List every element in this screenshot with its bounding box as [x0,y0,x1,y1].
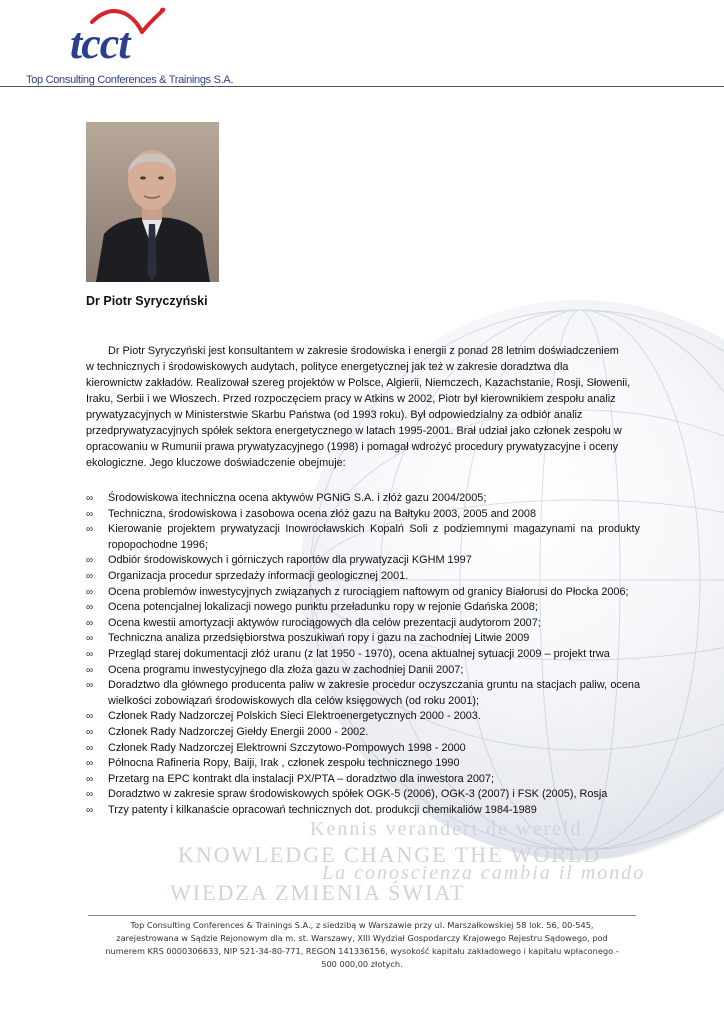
person-name: Dr Piotr Syryczyński [86,294,208,308]
infinity-bullet-icon: ∞ [86,493,94,504]
intro-line: opracowaniu w Rumunii prawa prywatyzacyjnego (1998) i pomagał wdrożyć procedury prywatyzacyjne i oceny [86,441,619,453]
intro-line: przedprywatyzacyjnych spółek sektora energetycznego w latach 1995-2001. Brał udział jako członek zespołu w [86,425,622,437]
infinity-bullet-icon: ∞ [86,680,94,692]
logo-wordmark: tcct [70,19,130,68]
list-item: ∞ Doradztwo w zakresie spraw środowiskowych spółek OGK-5 (2006), OGK-3 (2007) i FSK (2005), Rosja [86,787,640,803]
infinity-bullet-icon: ∞ [86,648,94,660]
intro-line: prywatyzacyjnych w Ministerstwie Skarbu Państwa (od 1993 roku). Był odpowiedzialny za odbiór analiz [86,409,583,421]
list-item: ∞ Członek Rady Nadzorczej Polskich Sieci Elektroenergetycznych 2000 - 2003. [86,709,640,725]
intro-paragraph [86,343,638,471]
watermark-line-1: Kennis verandert de wereld [310,818,583,840]
infinity-bullet-icon: ∞ [86,789,94,801]
list-item: ∞ Północna Rafineria Ropy, Baiji, Irak , członek zespołu technicznego 1990 [86,756,640,772]
list-item: ∞ Ocena potencjalnej lokalizacji nowego punktu przeładunku ropy w rejonie Gdańska 2008; [86,600,640,616]
list-item: ∞ Organizacja procedur sprzedaży informacji geologicznej 2001. [86,569,640,585]
intro-line: Iraku, Serbii i we Włoszech. Przed rozpoczęciem pracy w Atkins w 2002, Piotr był kierownikiem zespołu analiz [86,393,616,405]
footer-line: Top Consulting Conferences & Trainings S.A., z siedzibą w Warszawie przy ul. Marszałkowskiej 58 lok. 56, 00-545, [130,920,594,930]
company-logo [12,4,234,86]
infinity-bullet-icon: ∞ [86,711,94,723]
intro-line: w technicznych i środowiskowych audytach, polityce energetycznej jak też w zakresie doradztwa dla [86,361,569,373]
infinity-bullet-icon: ∞ [86,555,94,567]
watermark-line-2: KNOWLEDGE CHANGE THE WORLD [178,842,602,867]
list-item: ∞ Techniczna, środowiskowa i zasobowa ocena złóż gazu na Bałtyku 2003, 2005 and 2008 [86,507,640,523]
infinity-bullet-icon: ∞ [86,773,94,785]
infinity-bullet-icon: ∞ [86,742,94,754]
infinity-bullet-icon: ∞ [86,726,94,738]
company-footer [88,919,636,971]
list-item: ∞ Przetarg na EPC kontrakt dla instalacji PX/PTA – doradztwo dla inwestora 2007; [86,772,640,788]
list-item: ∞ Odbiór środowiskowych i górniczych raportów dla prywatyzacji KGHM 1997 [86,553,640,569]
footer-divider [88,915,636,916]
infinity-bullet-icon: ∞ [86,617,94,629]
list-item: ∞ Ocena problemów inwestycyjnych związanych z rurociągiem naftowym od granicy Białorusi do Płocka 2006; [86,585,640,601]
intro-line: Dr Piotr Syryczyński jest konsultantem w zakresie środowiska i energii z ponad 28 letnim doświadczeniem [108,345,619,357]
header-divider [0,86,724,87]
list-item: ∞ Członek Rady Nadzorczej Elektrowni Szczytowo-Pompowych 1998 - 2000 [86,741,640,757]
infinity-bullet-icon: ∞ [86,524,94,536]
list-item: ∞ Przegląd starej dokumentacji złóż uranu (z lat 1950 - 1970), ocena aktualnej sytuacji 2009 – projekt trwa [86,647,640,663]
footer-line: numerem KRS 0000306633, NIP 521-34-80-771, REGON 141336156, wysokość kapitału zakładowego i kapitału wpłaconego - [105,946,619,956]
portrait-photo [86,122,219,282]
watermark-line-4: WIEDZA ZMIENIA ŚWIAT [170,880,466,905]
list-item: ∞ Członek Rady Nadzorczej Giełdy Energii 2000 - 2002. [86,725,640,741]
infinity-bullet-icon: ∞ [86,586,94,598]
list-item: ∞ Techniczna analiza przedsiębiorstwa poszukiwań ropy i gazu na zachodniej Litwie 2009 [86,631,640,647]
footer-line: 500 000,00 złotych. [321,959,403,969]
list-item: ∞ Ocena programu inwestycyjnego dla złoża gazu w zachodniej Danii 2007; [86,663,640,679]
list-item: ∞ Środowiskowa itechniczna ocena aktywów PGNiG S.A. i złóż gazu 2004/2005; [86,491,640,507]
watermark-line-3: La conoscienza cambia il mondo [322,862,646,884]
footer-line: zarejestrowana w Sądzie Rejonowym dla m. st. Warszawy, XIII Wydział Gospodarczy Krajowego Rejestru Sądowego, pod [116,933,608,943]
intro-line: kierownictw zakładów. Realizował szereg projektów w Polsce, Algierii, Niemczech, Kazachstanie, Rosji, Słowenii, [86,377,631,389]
experience-list [86,491,640,818]
infinity-bullet-icon: ∞ [86,633,94,645]
list-item: ∞ Trzy patenty i kilkanaście opracowań technicznych dot. produkcji chemikaliów 1984-1989 [86,803,640,819]
infinity-bullet-icon: ∞ [86,664,94,676]
infinity-bullet-icon: ∞ [86,602,94,614]
infinity-bullet-icon: ∞ [86,758,94,770]
infinity-bullet-icon: ∞ [86,804,94,816]
logo-subtitle: Top Consulting Conferences & Trainings S.A. [26,74,234,86]
infinity-bullet-icon: ∞ [86,508,94,520]
list-item: ∞ Doradztwo dla głównego producenta paliw w zakresie procedur oczyszczania gruntu na stacjach paliw, ocena wielkości zobowiązań środowiskowych dla celów księgowych (od roku 2001); [86,679,640,707]
intro-line: ekologiczne. Jego kluczowe doświadczenie obejmuje: [86,457,346,469]
infinity-bullet-icon: ∞ [86,570,94,582]
list-item: ∞ Kierowanie projektem prywatyzacji Inowrocławskich Kopalń Soli z podziemnymi magazynami na produkty ropopochodne 1996; [86,523,640,551]
list-item: ∞ Ocena kwestii amortyzacji aktywów rurociągowych dla celów prezentacji audytorom 2007; [86,616,640,632]
